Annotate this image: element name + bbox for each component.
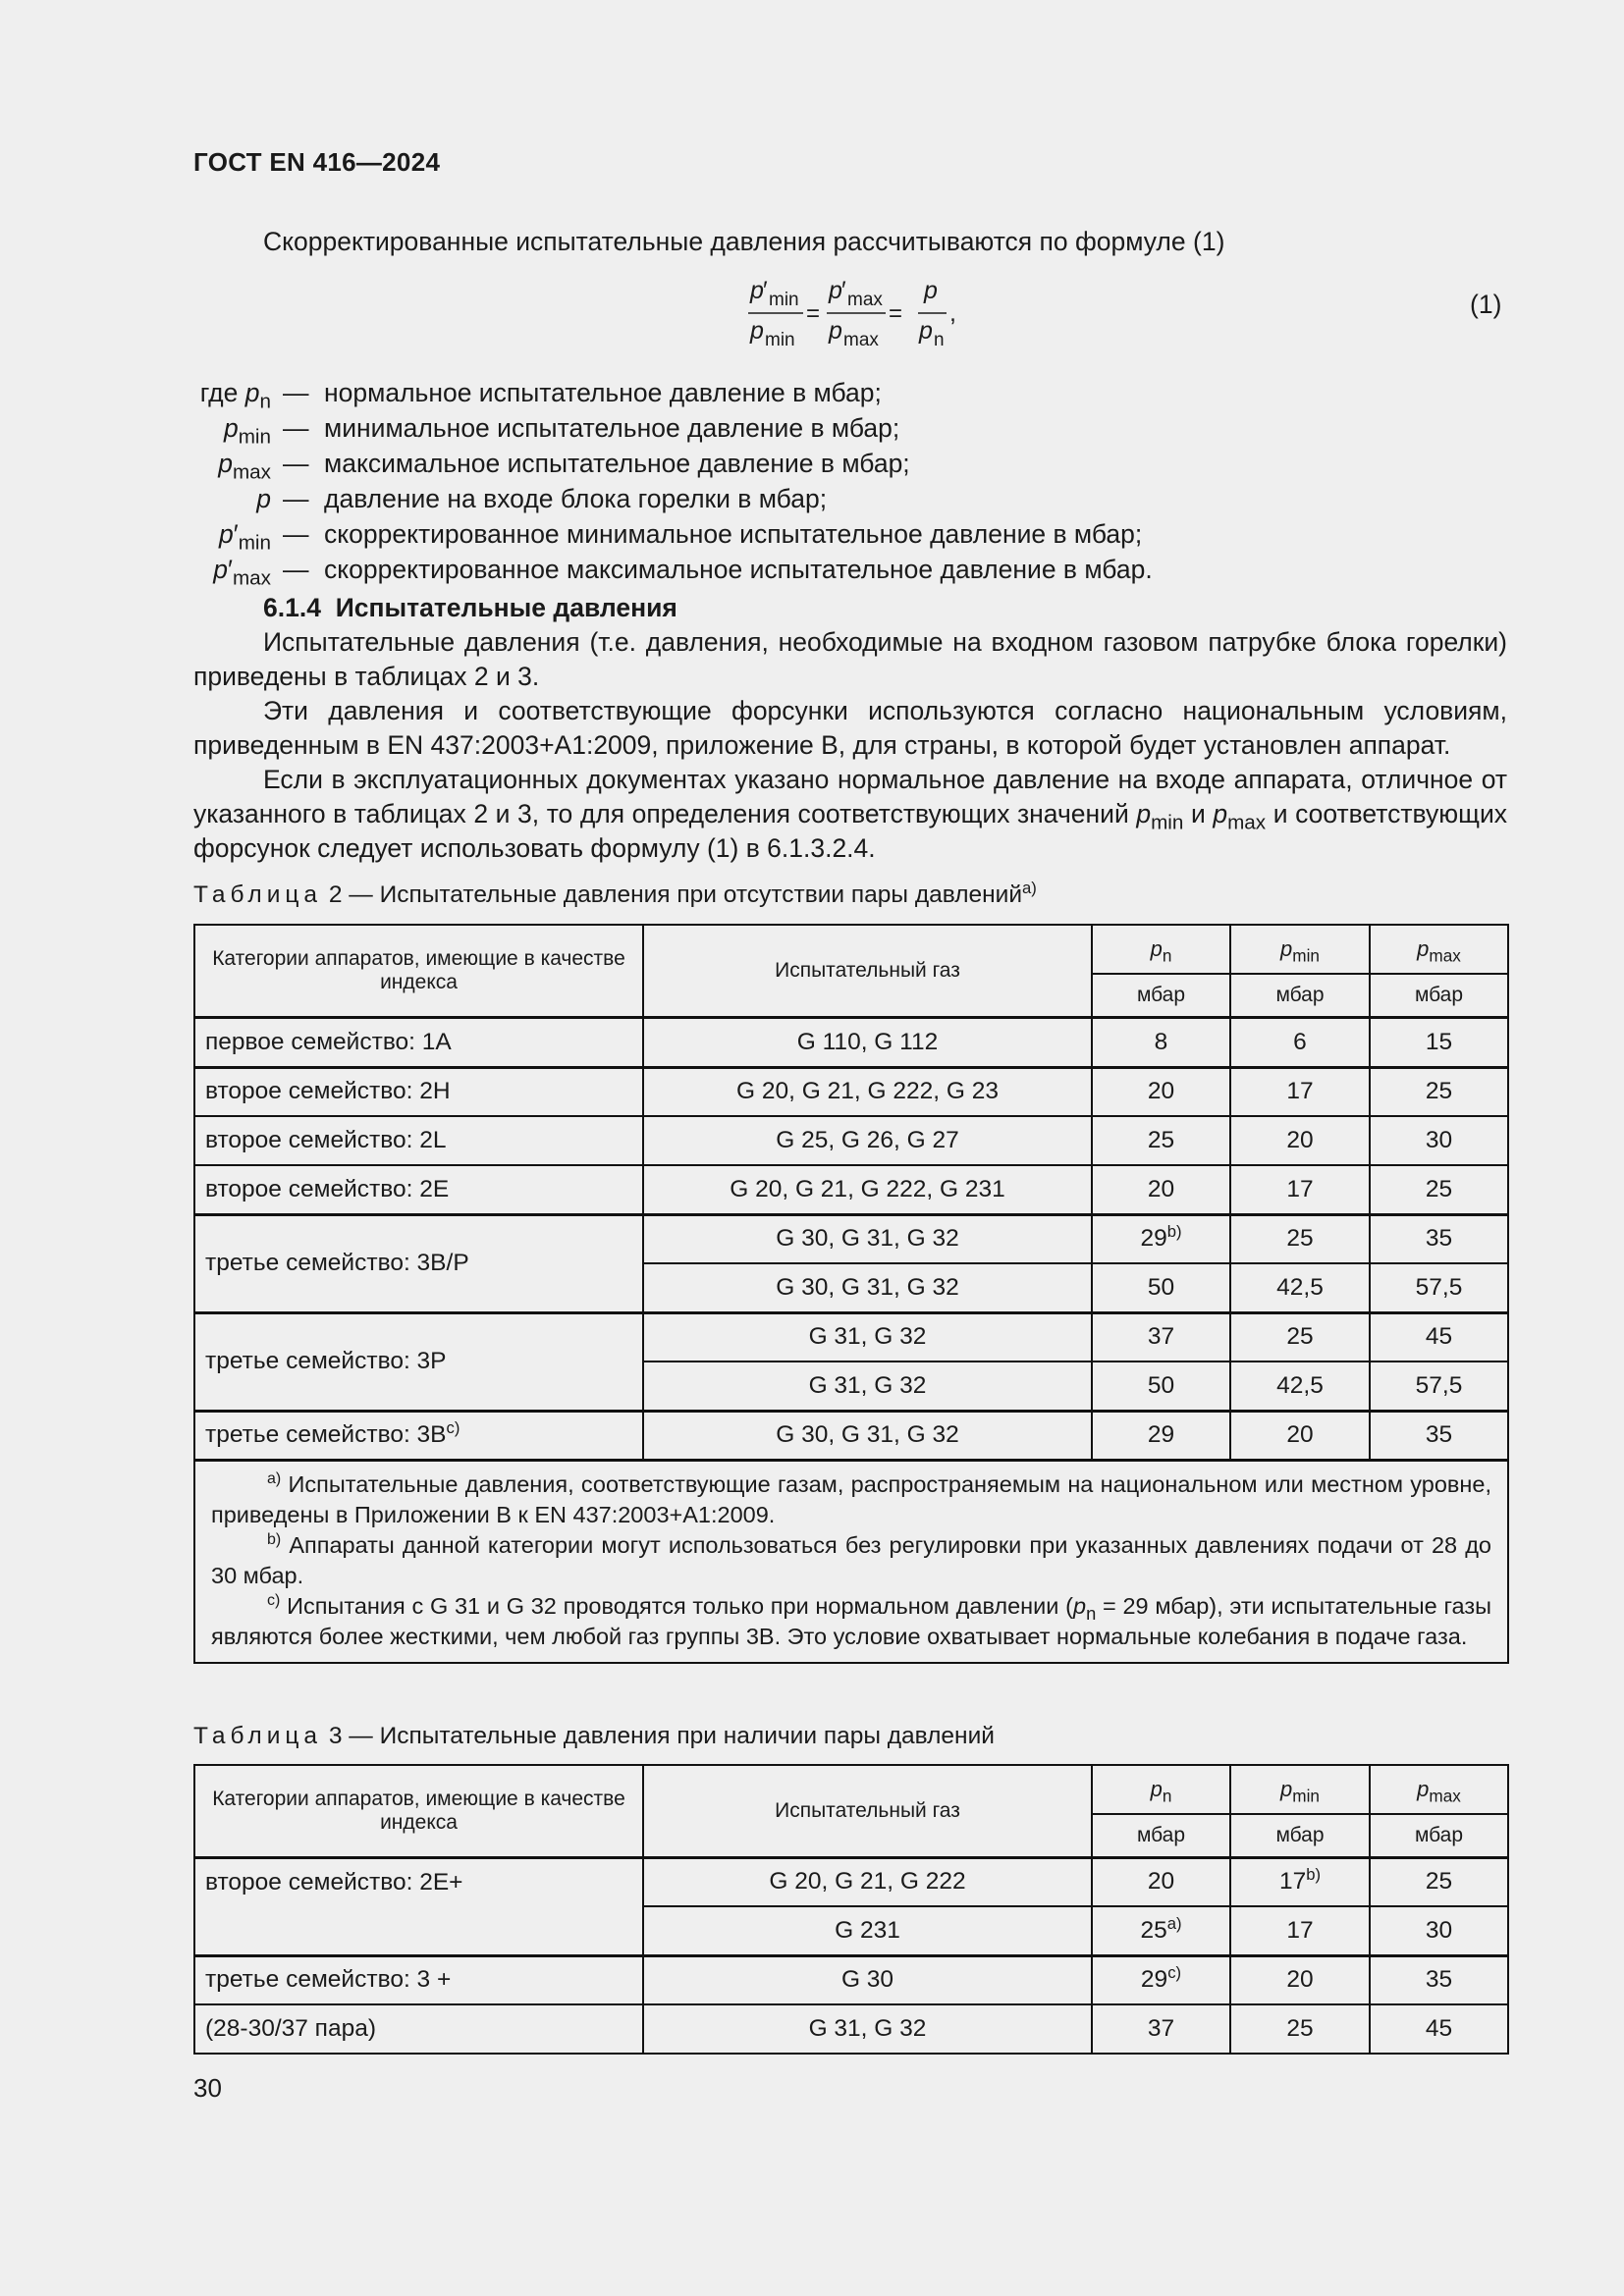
f-num2-prime: ′ bbox=[841, 277, 846, 304]
legend-row-pn: где $p_n$ — нормальное испытательное давление в мбар; bbox=[0, 375, 1624, 410]
legend-symbol: $p'_{max}$ bbox=[213, 555, 271, 590]
unit-cell: мбар bbox=[1092, 1814, 1230, 1857]
cell-pn: 29 bbox=[1092, 1411, 1230, 1460]
cell-category: третье семейство: 3P bbox=[194, 1312, 643, 1411]
cell-pmax: 57,5 bbox=[1370, 1263, 1508, 1312]
f-den2-sub: max bbox=[843, 330, 879, 347]
table-row bbox=[194, 1214, 1508, 1263]
cell-pmin: 25 bbox=[1230, 1312, 1370, 1362]
cell-gas: G 31, G 32 bbox=[643, 1362, 1092, 1411]
cell-pn: 37 bbox=[1092, 1312, 1230, 1362]
cell-category: третье семейство: 3 + bbox=[194, 1955, 643, 2004]
cell-gas: G 20, G 21, G 222, G 231 bbox=[643, 1165, 1092, 1214]
cell-category: третье семейство: $3B^{c)}$ bbox=[194, 1411, 643, 1460]
formula-1 bbox=[736, 269, 972, 347]
cell-pmax: 35 bbox=[1370, 1955, 1508, 2004]
table-notes-row bbox=[194, 1460, 1508, 1663]
cell-pmax: 35 bbox=[1370, 1214, 1508, 1263]
cell-pn: 29$^{c)}$ bbox=[1092, 1955, 1230, 2004]
note-a: $^{a)}$ Испытательные давления, соответствующие газам, распространяемым на национальном или местном уровне, приведены в Приложении В к EN 437:2003+A1:2009. bbox=[211, 1469, 1491, 1527]
cell-gas: G 30, G 31, G 32 bbox=[643, 1411, 1092, 1460]
header-pmin: $p_{min}$ bbox=[1230, 1765, 1370, 1814]
cell-category: второе семейство: 2E bbox=[194, 1165, 643, 1214]
cell-category: первое семейство: 1A bbox=[194, 1017, 643, 1067]
table2-caption: Таблица 2 — Испытательные давления при отсутствии пары давлений$^{a)}$ bbox=[193, 878, 1037, 908]
cell-pn: 50 bbox=[1092, 1362, 1230, 1411]
cell-gas: G 30, G 31, G 32 bbox=[643, 1214, 1092, 1263]
header-gas: Испытательный газ bbox=[643, 925, 1092, 1017]
header-category: Категории аппаратов, имеющие в качестве индекса bbox=[194, 1765, 643, 1857]
header-pmax: $p_{max}$ bbox=[1370, 925, 1508, 974]
legend-description: скорректированное максимальное испытательное давление в мбар. bbox=[324, 555, 1153, 584]
table-row bbox=[194, 1955, 1508, 2004]
cell-pmin: 25 bbox=[1230, 2004, 1370, 2054]
table-row bbox=[194, 1017, 1508, 1067]
legend-symbol: $p_{min}$ bbox=[223, 413, 271, 449]
f-den1-sub: min bbox=[765, 330, 795, 347]
legend-description: максимальное испытательное давление в мбар; bbox=[324, 449, 910, 478]
f-num3-p: p bbox=[924, 277, 938, 304]
cell-gas: G 30 bbox=[643, 1955, 1092, 2004]
legend-row-pmax: $p_{max}$ — максимальное испытательное давление в мбар; bbox=[0, 446, 1624, 481]
unit-cell: мбар bbox=[1092, 974, 1230, 1017]
cell-pn: 20 bbox=[1092, 1165, 1230, 1214]
table-row bbox=[194, 1312, 1508, 1362]
cell-category: (28-30/37 пара) bbox=[194, 2004, 643, 2054]
table-2 bbox=[193, 924, 1509, 1664]
cell-gas: G 20, G 21, G 222 bbox=[643, 1857, 1092, 1906]
cell-gas: G 110, G 112 bbox=[643, 1017, 1092, 1067]
cell-category: третье семейство: 3B/P bbox=[194, 1214, 643, 1312]
table-notes bbox=[194, 1460, 1508, 1663]
cell-pmin: 20 bbox=[1230, 1116, 1370, 1165]
legend-symbol: p bbox=[256, 484, 271, 513]
table-row bbox=[194, 2004, 1508, 2054]
f-num1-prime: ′ bbox=[763, 277, 768, 304]
legend-row-pmin-corrected: $p'_{min}$ — скорректированное минимальное испытательное давление в мбар; bbox=[0, 516, 1624, 552]
cell-pmin: 17$^{b)}$ bbox=[1230, 1857, 1370, 1906]
document-header: ГОСТ EN 416—2024 bbox=[193, 147, 441, 177]
page-number: 30 bbox=[193, 2073, 222, 2103]
f-eq1: = bbox=[806, 300, 821, 327]
legend-description: давление на входе блока горелки в мбар; bbox=[324, 484, 828, 513]
cell-pmax: 30 bbox=[1370, 1906, 1508, 1955]
unit-cell: мбар bbox=[1230, 974, 1370, 1017]
unit-cell: мбар bbox=[1230, 1814, 1370, 1857]
cell-pmin: 20 bbox=[1230, 1411, 1370, 1460]
legend-symbol: где $p_n$ bbox=[199, 378, 271, 413]
intro-text: Скорректированные испытательные давления рассчитываются по формуле (1) bbox=[263, 227, 1225, 256]
unit-cell: мбар bbox=[1370, 1814, 1508, 1857]
legend-row-pmin: $p_{min}$ — минимальное испытательное давление в мбар; bbox=[0, 410, 1624, 446]
cell-category: второе семейство: 2H bbox=[194, 1067, 643, 1116]
note-c: $^{c)}$ Испытания с G 31 и G 32 проводятся только при нормальном давлении ($p_n = 29$ мбар), эти испытательные газы являются более жесткими, чем любой газ группы 3B. Это условие охватывает нормальные колебания в подаче газа. bbox=[211, 1591, 1492, 1649]
cell-pmin: 17 bbox=[1230, 1067, 1370, 1116]
table-header-row bbox=[194, 925, 1508, 974]
section-heading: 6.1.4 Испытательные давления bbox=[263, 593, 677, 622]
legend-description: нормальное испытательное давление в мбар; bbox=[324, 378, 882, 407]
f-num2-p: p bbox=[829, 277, 842, 304]
paragraph-2: Эти давления и соответствующие форсунки используются согласно национальным условиям, приведенным в EN 437:2003+A1:2009, приложение В, для страны, в которой будет установлен аппарат. bbox=[193, 696, 1507, 760]
cell-gas: G 31, G 32 bbox=[643, 1312, 1092, 1362]
cell-gas: G 30, G 31, G 32 bbox=[643, 1263, 1092, 1312]
table-row bbox=[194, 1165, 1508, 1214]
legend-description: минимальное испытательное давление в мбар; bbox=[324, 413, 900, 443]
f-comma: , bbox=[949, 299, 956, 327]
f-num1-p: p bbox=[750, 277, 764, 304]
cell-pmin: 17 bbox=[1230, 1906, 1370, 1955]
f-num1-sub: min bbox=[769, 290, 799, 310]
f-den2-p: p bbox=[829, 317, 842, 345]
cell-pmax: 15 bbox=[1370, 1017, 1508, 1067]
cell-pn: 50 bbox=[1092, 1263, 1230, 1312]
header-pmax: $p_{max}$ bbox=[1370, 1765, 1508, 1814]
cell-pmax: 25 bbox=[1370, 1857, 1508, 1906]
cell-pmax: 45 bbox=[1370, 1312, 1508, 1362]
legend-symbol: $p'_{min}$ bbox=[218, 519, 271, 555]
header-pmin: $p_{min}$ bbox=[1230, 925, 1370, 974]
paragraph-3: Если в эксплуатационных документах указано нормальное давление на входе аппарата, отличное от указанного в таблицах 2 и 3, то для определения соответствующих значений $p_{min}$ и $p_{max}$ и соответствующих форсунок следует использовать формулу (1) в 6.1.3.2.4. bbox=[193, 765, 1507, 863]
cell-gas: G 31, G 32 bbox=[643, 2004, 1092, 2054]
cell-pn: 20 bbox=[1092, 1067, 1230, 1116]
cell-pn: 37 bbox=[1092, 2004, 1230, 2054]
paragraph-1: Испытательные давления (т.е. давления, необходимые на входном газовом патрубке блока горелки) приведены в таблицах 2 и 3. bbox=[193, 627, 1507, 691]
cell-pn: 29$^{b)}$ bbox=[1092, 1214, 1230, 1263]
table-header-row bbox=[194, 1765, 1508, 1814]
table-row bbox=[194, 1857, 1508, 1906]
cell-pn: 25 bbox=[1092, 1116, 1230, 1165]
header-pn: $p_n$ bbox=[1092, 925, 1230, 974]
cell-category: второе семейство: 2L bbox=[194, 1116, 643, 1165]
f-den1-p: p bbox=[750, 317, 764, 345]
cell-pmin: 42,5 bbox=[1230, 1362, 1370, 1411]
formula-number: (1) bbox=[1470, 290, 1502, 319]
cell-pmax: 35 bbox=[1370, 1411, 1508, 1460]
table3-caption: Таблица 3 — Испытательные давления при наличии пары давлений bbox=[193, 1723, 995, 1749]
f-num2-sub: max bbox=[847, 290, 883, 310]
cell-pmax: 30 bbox=[1370, 1116, 1508, 1165]
cell-category: второе семейство: 2E+ bbox=[194, 1857, 643, 1955]
f-den3-p: p bbox=[919, 317, 933, 345]
cell-gas: G 25, G 26, G 27 bbox=[643, 1116, 1092, 1165]
header-category: Категории аппаратов, имеющие в качестве индекса bbox=[194, 925, 643, 1017]
legend-symbol: $p_{max}$ bbox=[218, 449, 271, 484]
table-row bbox=[194, 1067, 1508, 1116]
cell-pmin: 17 bbox=[1230, 1165, 1370, 1214]
cell-pmax: 45 bbox=[1370, 2004, 1508, 2054]
header-pn: $p_n$ bbox=[1092, 1765, 1230, 1814]
cell-pmin: 25 bbox=[1230, 1214, 1370, 1263]
legend-row-pmax-corrected: $p'_{max}$ — скорректированное максимальное испытательное давление в мбар. bbox=[0, 552, 1624, 587]
table-row bbox=[194, 1411, 1508, 1460]
cell-pmax: 25 bbox=[1370, 1067, 1508, 1116]
cell-pmin: 42,5 bbox=[1230, 1263, 1370, 1312]
legend-description: скорректированное минимальное испытательное давление в мбар; bbox=[324, 519, 1143, 549]
note-b: $^{b)}$ Аппараты данной категории могут использоваться без регулировки при указанных давлениях подачи от 28 до 30 мбар. bbox=[211, 1530, 1492, 1588]
header-gas: Испытательный газ bbox=[643, 1765, 1092, 1857]
unit-cell: мбар bbox=[1370, 974, 1508, 1017]
cell-pn: 20 bbox=[1092, 1857, 1230, 1906]
f-eq2: = bbox=[889, 300, 903, 327]
cell-gas: G 20, G 21, G 222, G 23 bbox=[643, 1067, 1092, 1116]
cell-pmax: 25 bbox=[1370, 1165, 1508, 1214]
cell-pn: 25$^{a)}$ bbox=[1092, 1906, 1230, 1955]
cell-pmin: 20 bbox=[1230, 1955, 1370, 2004]
cell-pmin: 6 bbox=[1230, 1017, 1370, 1067]
legend-row-p: p — давление на входе блока горелки в мбар; bbox=[0, 481, 1624, 516]
table-3 bbox=[193, 1764, 1509, 2055]
table-row bbox=[194, 1116, 1508, 1165]
f-den3-sub: n bbox=[934, 330, 945, 347]
cell-pmax: 57,5 bbox=[1370, 1362, 1508, 1411]
cell-pn: 8 bbox=[1092, 1017, 1230, 1067]
cell-gas: G 231 bbox=[643, 1906, 1092, 1955]
